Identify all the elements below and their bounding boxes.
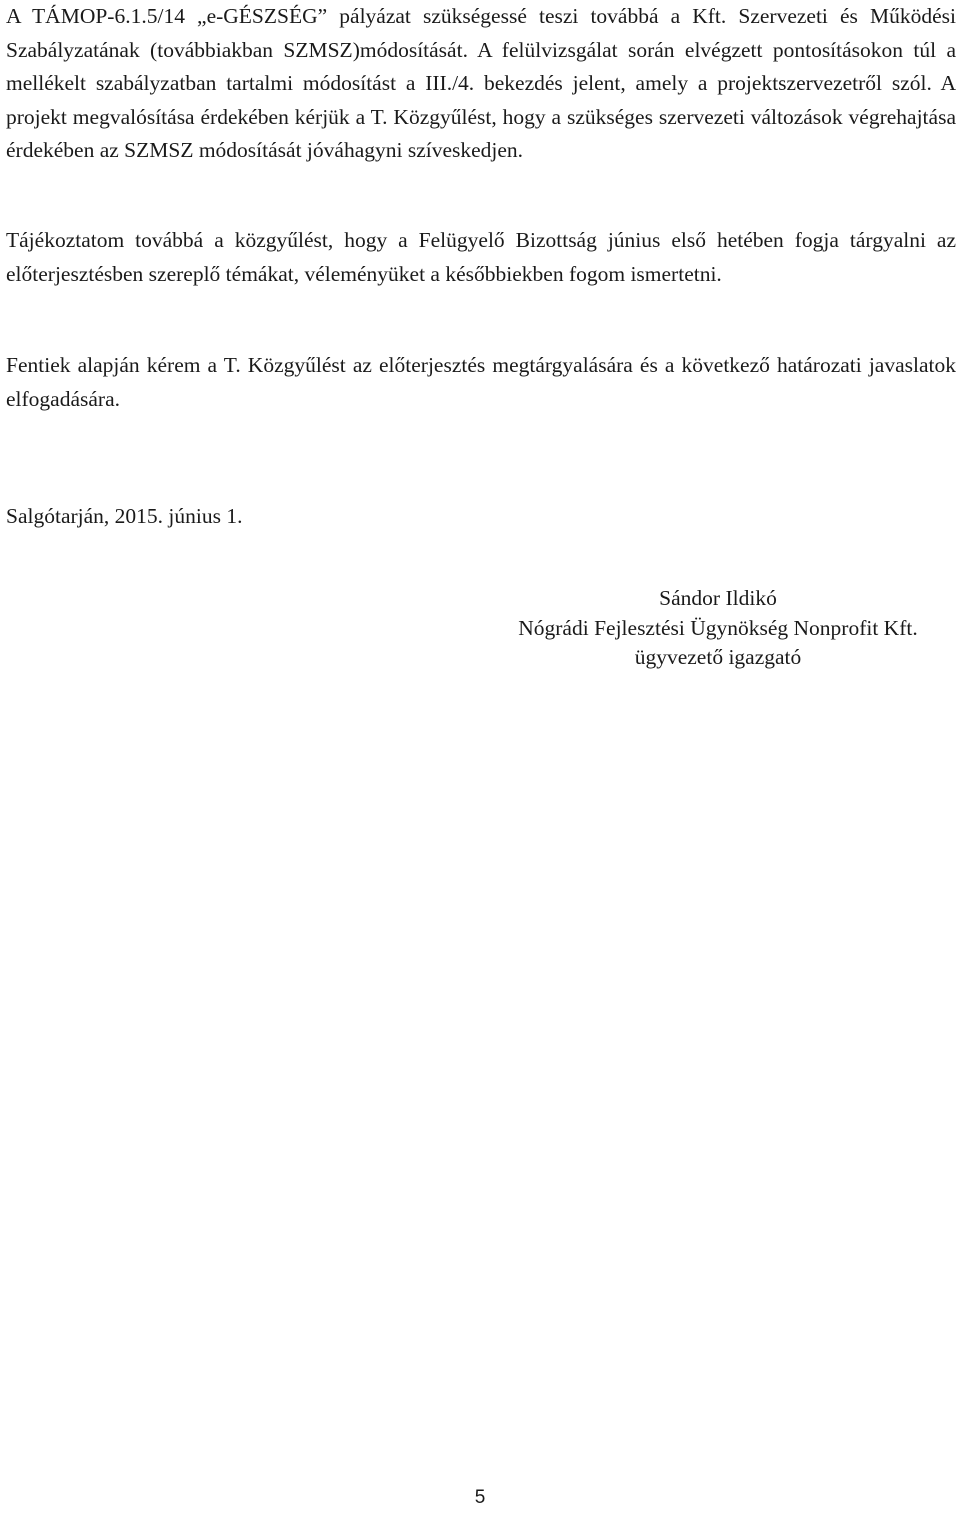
page-number: 5 [474,1487,486,1508]
body-paragraph-3: Fentiek alapján kérem a T. Közgyűlést az előterjesztés megtárgyalására és a következő határozati javaslatok elfogadására. [6,353,956,411]
signatory-name: Sándor Ildikó [659,586,777,610]
date-line: Salgótarján, 2015. június 1. [6,504,243,528]
signature-block [470,584,960,673]
signatory-organization: Nógrádi Fejlesztési Ügynökség Nonprofit Kft. [518,615,918,640]
body-paragraph-1: A TÁMOP-6.1.5/14 „e-GÉSZSÉG” pályázat szükségessé teszi továbbá a Kft. Szervezeti és Működési Szabályzatának (továbbiakban SZMSZ)módosítását. A felülvizsgálat során elvégzett pontosításokon túl a mellékelt szabályzatban tartalmi módosítást a III./4. bekezdés jelent, amely a projektszervezetről szól. A projekt megvalósítása érdekében kérjük a T. Közgyűlést, hogy a szükséges szervezeti változások végrehajtása érdekében az SZMSZ módosítását jóváhagyni szíveskedjen. [6,4,956,162]
signatory-title: ügyvezető igazgató [634,645,802,669]
body-paragraph-2: Tájékoztatom továbbá a közgyűlést, hogy a Felügyelő Bizottság június első hetében fogja tárgyalni az előterjesztésben szereplő témákat, véleményüket a későbbiekben fogom ismertetni. [6,228,956,286]
